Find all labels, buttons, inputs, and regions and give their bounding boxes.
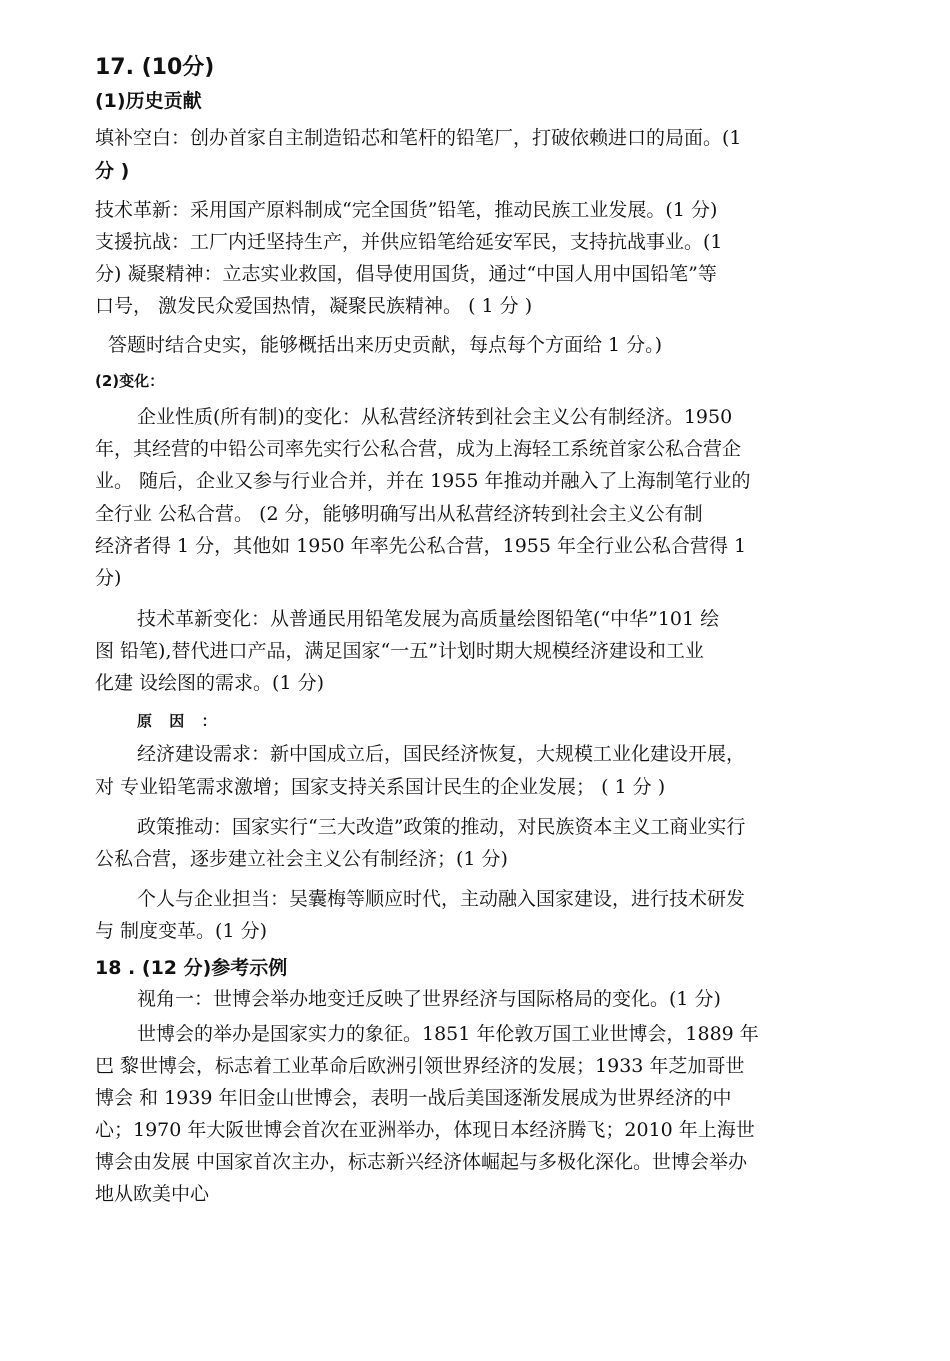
text-line: 对 专业铅笔需求激增；国家支持关系国计民生的企业发展； ( 1 分 )	[95, 776, 666, 798]
text-line: 分 )	[95, 160, 130, 182]
text-line: 与 制度变革。(1 分)	[95, 920, 267, 942]
part-1-heading: (1)历史贡献	[95, 90, 202, 112]
question-18-title: 18 . (12 分)参考示例	[95, 957, 288, 979]
text-line: 经济者得 1 分，其他如 1950 年率先公私合营，1955 年全行业公私合营得 1	[95, 535, 747, 557]
text-line: 支援抗战：工厂内迁坚持生产，并供应铅笔给延安军民，支持抗战事业。(1	[95, 231, 723, 253]
text-line: 个人与企业担当：吴囊梅等顺应时代，主动融入国家建设，进行技术研发	[137, 888, 746, 910]
text-line: 分)	[95, 567, 122, 589]
text-line: 图 铅笔),替代进口产品，满足国家“一五”计划时期大规模经济建设和工业	[95, 640, 704, 662]
text-line: 口号， 激发民众爱国热情，凝聚民族精神。 ( 1 分 )	[95, 295, 533, 317]
text-line: 经济建设需求：新中国成立后，国民经济恢复，大规模工业化建设开展，	[137, 743, 746, 765]
text-line: 化建 设绘图的需求。(1 分)	[95, 672, 324, 694]
text-line: 世博会的举办是国家实力的象征。1851 年伦敦万国工业世博会，1889 年	[137, 1023, 759, 1045]
text-line: 分) 凝聚精神：立志实业救国，倡导使用国货，通过“中国人用中国铅笔”等	[95, 263, 717, 285]
question-17-title: 17. (10分)	[95, 55, 215, 80]
text-line: 心；1970 年大阪世博会首次在亚洲举办，体现日本经济腾飞；2010 年上海世	[95, 1119, 755, 1141]
text-line: 年，其经营的中铅公司率先实行公私合营，成为上海轻工系统首家公私合营企	[95, 438, 742, 460]
text-line: 政策推动：国家实行“三大改造”政策的推动，对民族资本主义工商业实行	[137, 816, 746, 838]
text-line: 视角一：世博会举办地变迁反映了世界经济与国际格局的变化。(1 分)	[137, 988, 721, 1010]
text-line: 填补空白：创办首家自主制造铅芯和笔杆的铅笔厂，打破依赖进口的局面。(1	[95, 127, 742, 149]
text-line: 公私合营，逐步建立社会主义公有制经济；(1 分)	[95, 848, 508, 870]
text-line: 企业性质(所有制)的变化：从私营经济转到社会主义公有制经济。1950	[137, 406, 733, 428]
text-line: 博会 和 1939 年旧金山世博会，表明一战后美国逐渐发展成为世界经济的中	[95, 1087, 732, 1109]
text-line: 巴 黎世博会，标志着工业革命后欧洲引领世界经济的发展；1933 年芝加哥世	[95, 1055, 745, 1077]
text-line: 技术革新：采用国产原料制成“完全国货”铅笔，推动民族工业发展。(1 分)	[95, 199, 718, 221]
text-line: 博会由发展 中国家首次主办，标志新兴经济体崛起与多极化深化。世博会举办	[95, 1151, 748, 1173]
part-2-heading: (2)变化：	[95, 372, 165, 390]
scoring-note: 答题时结合史实，能够概括出来历史贡献，每点每个方面给 1 分。)	[108, 334, 663, 356]
text-line: 业。 随后，企业又参与行业合并，并在 1955 年推动并融入了上海制笔行业的	[95, 470, 751, 492]
reason-heading: 原 因 ：	[137, 712, 223, 730]
text-line: 地从欧美中心	[95, 1183, 210, 1205]
text-line: 技术革新变化：从普通民用铅笔发展为高质量绘图铅笔(“中华”101 绘	[137, 608, 720, 630]
text-line: 全行业 公私合营。 (2 分，能够明确写出从私营经济转到社会主义公有制	[95, 503, 703, 525]
